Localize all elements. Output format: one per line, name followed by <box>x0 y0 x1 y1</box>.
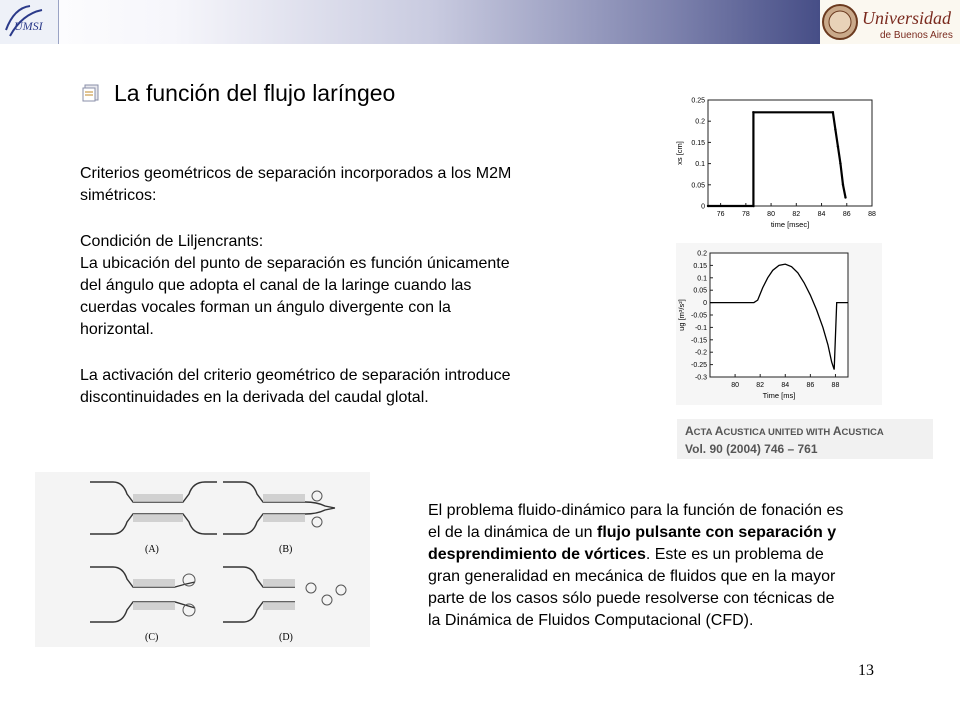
x-tick-label: 86 <box>842 211 851 218</box>
vortex-diagram <box>35 472 370 647</box>
data-point <box>834 128 836 130</box>
x-tick-label: 80 <box>767 211 775 218</box>
umsi-logo <box>0 0 59 44</box>
glottal-flow-derivative-chart <box>676 243 882 405</box>
x-tick-label: 82 <box>756 382 765 389</box>
plot-frame <box>710 253 848 377</box>
data-point <box>832 111 834 113</box>
y-tick-label: 0 <box>701 203 705 211</box>
data-point <box>842 184 844 186</box>
y-tick-label: -0.05 <box>691 312 707 320</box>
separation-point-chart <box>672 88 882 236</box>
y-tick-label: 0 <box>703 300 707 308</box>
uba-logo-sub: de Buenos Aires <box>880 30 953 41</box>
x-tick-label: 88 <box>831 382 840 389</box>
y-tick-label: -0.3 <box>694 374 707 382</box>
x-tick-label: 88 <box>868 211 876 218</box>
bottom-line: el de la dinámica de un flujo pulsante con separación y <box>428 524 837 541</box>
umsi-logo-text: UMSI <box>14 19 43 33</box>
x-tick-label: 76 <box>716 211 725 218</box>
data-point <box>752 111 754 113</box>
bottom-line: El problema fluido-dinámico para la función de fonación es <box>428 502 844 519</box>
y-tick-label: -0.15 <box>691 337 707 345</box>
y-tick-label: 0.1 <box>697 275 707 283</box>
body-line: simétricos: <box>80 187 157 204</box>
citation-journal: ACTA ACUSTICA UNITED WITH ACUSTICA <box>685 424 884 438</box>
data-point <box>837 145 839 147</box>
y-tick-label: 0.2 <box>695 118 705 126</box>
x-tick-label: 84 <box>781 382 790 389</box>
panel-label: (C) <box>145 632 159 643</box>
panel-label: (B) <box>279 544 293 555</box>
y-tick-label: 0.25 <box>691 97 705 105</box>
body-line: La ubicación del punto de separación es función únicamente <box>80 255 510 272</box>
y-axis-label: ug [m³/s²] <box>677 299 686 331</box>
body-line: Condición de Liljencrants: <box>80 233 264 250</box>
y-tick-label: 0.05 <box>691 182 705 190</box>
bottom-line: parte de los casos sólo puede resolverse con técnicas de <box>428 590 835 607</box>
plot-frame <box>708 100 872 206</box>
uba-logo <box>820 0 960 44</box>
data-point <box>707 205 709 207</box>
x-axis-label: Time [ms] <box>762 391 796 400</box>
x-axis-label: time [msec] <box>770 220 810 229</box>
header-band <box>0 0 960 44</box>
y-tick-label: 0.2 <box>697 250 707 258</box>
panel-label: (A) <box>145 544 159 555</box>
x-tick-label: 78 <box>741 211 750 218</box>
y-tick-label: 0.15 <box>693 262 707 270</box>
y-tick-label: -0.25 <box>691 362 707 370</box>
x-tick-label: 84 <box>817 211 826 218</box>
bottom-line: desprendimiento de vórtices. Este es un problema de <box>428 546 824 563</box>
x-tick-label: 82 <box>792 211 801 218</box>
x-tick-label: 86 <box>806 382 815 389</box>
y-tick-label: -0.2 <box>694 349 707 357</box>
data-point <box>844 196 846 198</box>
y-tick-label: 0.05 <box>693 287 707 295</box>
data-point <box>839 162 841 164</box>
page-number: 13 <box>858 662 874 679</box>
body-line: discontinuidades en la derivada del caudal glotal. <box>80 389 429 406</box>
citation-box <box>677 419 933 459</box>
slide-title: La función del flujo laríngeo <box>114 80 396 106</box>
data-point <box>752 205 754 207</box>
body-line: Criterios geométricos de separación incorporados a los M2M <box>80 165 512 182</box>
bullet-icon <box>82 84 100 102</box>
body-line: horizontal. <box>80 321 154 338</box>
x-tick-label: 80 <box>731 382 739 389</box>
citation-volume: Vol. 90 (2004) 746 – 761 <box>685 442 818 456</box>
bottom-line: gran generalidad en mecánica de fluidos que en la mayor <box>428 568 836 585</box>
body-line: cuerdas vocales forman un ángulo divergente con la <box>80 299 451 316</box>
body-line: La activación del criterio geométrico de separación introduce <box>80 367 511 384</box>
y-tick-label: -0.1 <box>694 324 707 332</box>
uba-logo-main: Universidad <box>862 8 951 28</box>
y-tick-label: 0.1 <box>695 161 705 169</box>
y-axis-label: xs [cm] <box>675 141 684 165</box>
body-line: del ángulo que adopta el canal de la laringe cuando las <box>80 277 472 294</box>
panel-label: (D) <box>279 632 293 643</box>
y-tick-label: 0.15 <box>691 139 705 147</box>
bottom-line: la Dinámica de Fluidos Computacional (CFD). <box>428 612 754 629</box>
